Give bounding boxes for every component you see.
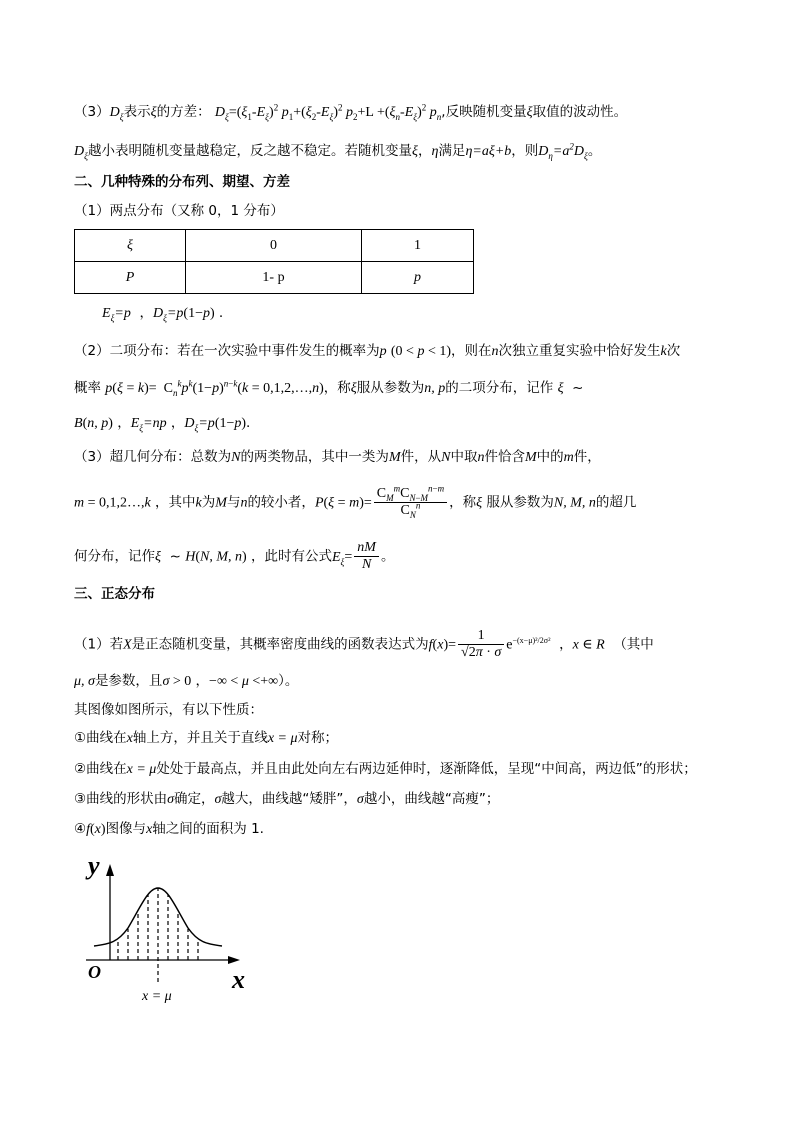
binomial-line-3: B(n, p) ，$E_\xi=np$ ，$D_\xi=p(1-p)$. — [74, 415, 251, 433]
hyper-line-1: （3）超几何分布：总数为N的两类物品，其中一类为M件，从N中取n件恰含M中的m件， — [74, 449, 601, 465]
table-cell: 1 — [362, 230, 474, 262]
normal-line-1: （1）若X是正态随机变量，其概率密度曲线的函数表达式为f(x)= $\frac{1}{√2\pi \cdot \sigma}$ $e^{-(x-\mu)^2/2\sigma^2}$ ，x ∈ R （其中 — [74, 628, 654, 660]
variance-stability: $D_\xi$越小表明随机变量越稳定，反之越不稳定。若随机变量ξ，η满足η=aξ+b，则$D_\eta=a^2D_\xi$。 — [74, 141, 602, 161]
property-2: ②曲线在x = μ处处于最高点，并且由此处向左右两边延伸时，逐渐降低，呈现“中间高，两边低”的形状； — [74, 761, 697, 777]
dashed-fill-lines — [118, 888, 198, 982]
hyper-expectation-fraction: $\frac{nM}{N}$ — [354, 540, 379, 573]
table-row — [75, 230, 474, 262]
section-heading-normal: 三、正态分布 — [74, 586, 155, 602]
variance-definition: $(3)D_\xi$表示ξ的方差： $D_\xi=(\xi_1-E_\xi)^2$ $p_1+(\xi_2-E_\xi)^2$ $p_2+L +(\xi_n-E_\xi)^2$ $p_n$,反映随机变量ξ取值的波动性。 — [74, 102, 628, 122]
two-point-title: （1）两点分布（又称 0，1 分布） — [74, 203, 284, 219]
table-cell: P — [75, 262, 186, 294]
mu-label: x = μ — [142, 989, 172, 1004]
binomial-line-2: 概率 $p(\xi = k)= C_n^kp^k(1-p)^{n-k}(k$ = 0,1,2,…,n)，称ξ服从参数为n, p的二项分布，记作 ξ ~ — [74, 378, 584, 398]
properties-intro: 其图像如图所示，有以下性质： — [74, 702, 263, 718]
two-point-formulas: $E_\xi=p$ ，$D_\xi=p(1-p)$ . — [102, 305, 224, 323]
table-cell: 1- p — [186, 262, 362, 294]
table-row — [75, 262, 474, 294]
property-3: ③曲线的形状由σ确定，σ越大，曲线越“矮胖”，σ越小，曲线越“高瘦”； — [74, 791, 500, 807]
table-cell: ξ — [75, 230, 186, 262]
property-4: ④f(x)图像与x轴之间的面积为 1. — [74, 821, 264, 837]
normal-curve-figure — [82, 850, 262, 1010]
hyper-line-2: m = 0,1,2…,k ，其中k为M与n的较小者，P(ξ = m)= $\frac{C_M^mC_{N-M}^{n-m}}{C_N^n}$ ，称ξ 服从参数为N, M, n的超几 — [74, 483, 637, 520]
hyper-line-3: 何分布，记作ξ ~ H(N, M, n) ，此时有公式$E_\xi=$ $\frac{nM}{N}$ 。 — [74, 540, 395, 572]
hyper-fraction: $\frac{C_M^mC_{N-M}^{n-m}}{C_N^n}$ — [374, 486, 447, 519]
table-cell: 0 — [186, 230, 362, 262]
table-cell: p — [362, 262, 474, 294]
x-axis-arrow — [228, 956, 240, 964]
origin-label: O — [88, 962, 101, 982]
x-axis-label: x — [232, 965, 245, 994]
two-point-table — [74, 229, 474, 294]
normal-line-2: μ, σ是参数，且σ > 0 ，−∞ < μ <+∞）。 — [74, 673, 299, 689]
y-axis-arrow — [106, 864, 114, 876]
y-axis-label: y — [88, 851, 100, 880]
property-1: ①曲线在x轴上方，并且关于直线x = μ对称； — [74, 730, 339, 746]
normal-coefficient-fraction: $\frac{1}{√2\pi \cdot \sigma}$ — [458, 628, 504, 661]
section-heading-distributions: 二、几种特殊的分布列、期望、方差 — [74, 174, 290, 190]
binomial-line-1: （2）二项分布：若在一次实验中事件发生的概率为p (0 < p < 1)，则在n次独立重复实验中恰好发生k次 — [74, 343, 681, 359]
